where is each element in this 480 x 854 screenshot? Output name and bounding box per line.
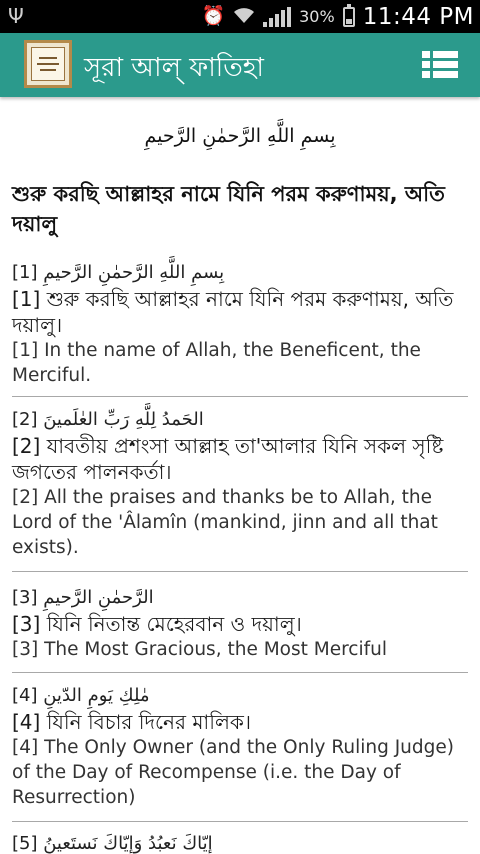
verse-item bbox=[12, 407, 468, 560]
verse-number: [5] bbox=[12, 833, 38, 854]
verse-item bbox=[12, 260, 468, 388]
page-title: সূরা আল্ ফাতিহা bbox=[84, 53, 264, 83]
divider bbox=[12, 672, 468, 673]
verse-arabic-line bbox=[12, 831, 468, 854]
bismillah-translation: শুরু করছি আল্লাহর নামে যিনি পরম করুণাময়, অতি দয়ালু bbox=[12, 182, 445, 236]
status-bar bbox=[0, 0, 480, 33]
surah-content[interactable] bbox=[0, 97, 480, 854]
verse-item bbox=[12, 585, 468, 662]
verse-arabic-line bbox=[12, 585, 468, 611]
verse-bangla: [2] যাবতীয় প্রশংসা আল্লাহ তা'আলার যিনি সকল সৃষ্টি জগতের পালনকর্তা। bbox=[12, 434, 444, 484]
divider bbox=[12, 821, 468, 822]
clock: 11:44 PM bbox=[362, 3, 474, 30]
verse-english: [1] In the name of Allah, the Beneficent, the Merciful. bbox=[12, 340, 421, 386]
verse-arabic-line bbox=[12, 407, 468, 433]
status-icons bbox=[201, 0, 474, 33]
divider bbox=[12, 571, 468, 572]
verse-bangla: [3] যিনি নিতান্ত মেহেরবান ও দয়ালু। bbox=[12, 612, 302, 636]
verse-arabic-line bbox=[12, 260, 468, 286]
verse-number: [4] bbox=[12, 685, 38, 706]
wifi-icon bbox=[233, 6, 255, 28]
verse-arabic: إِيّاكَ نَعبُدُ وَإِيّاكَ نَستَعينُ bbox=[43, 833, 213, 854]
usb-icon: Ψ bbox=[8, 4, 24, 28]
battery-percent: 30% bbox=[299, 7, 335, 26]
verse-arabic: الرَّحمٰنِ الرَّحيمِ bbox=[43, 587, 154, 608]
bismillah-header: بِسمِ اللَّهِ الرَّحمٰنِ الرَّحيمِ bbox=[144, 125, 336, 147]
verse-arabic: بِسمِ اللَّهِ الرَّحمٰنِ الرَّحيمِ bbox=[43, 262, 225, 283]
verse-arabic: مٰلِكِ يَومِ الدّينِ bbox=[43, 685, 150, 706]
verse-arabic: الحَمدُ لِلَّهِ رَبِّ العٰلَمينَ bbox=[43, 409, 204, 430]
verse-item bbox=[12, 683, 468, 810]
verse-number: [2] bbox=[12, 409, 38, 430]
verse-bangla: [1] শুরু করছি আল্লাহর নামে যিনি পরম করুণাময়, অতি দয়ালু। bbox=[12, 287, 454, 337]
verse-item bbox=[12, 831, 468, 854]
verse-english: [3] The Most Gracious, the Most Merciful bbox=[12, 639, 387, 660]
verse-number: [3] bbox=[12, 587, 38, 608]
verse-english: [4] The Only Owner (and the Only Ruling Judge) of the Day of Recompense (i.e. the Day of Resurrection) bbox=[12, 737, 454, 808]
list-menu-button[interactable] bbox=[422, 51, 458, 79]
app-logo-icon bbox=[24, 40, 72, 88]
app-bar bbox=[0, 33, 480, 97]
battery-icon bbox=[343, 7, 355, 27]
divider bbox=[12, 396, 468, 397]
verse-english: [2] All the praises and thanks be to Allah, the Lord of the 'Âlamîn (mankind, jinn and all that exists). bbox=[12, 487, 438, 558]
verse-bangla: [4] যিনি বিচার দিনের মালিক। bbox=[12, 710, 251, 734]
verse-arabic-line bbox=[12, 683, 468, 709]
alarm-icon: ⏰ bbox=[201, 5, 226, 27]
signal-icon bbox=[263, 7, 291, 27]
verse-number: [1] bbox=[12, 262, 38, 283]
